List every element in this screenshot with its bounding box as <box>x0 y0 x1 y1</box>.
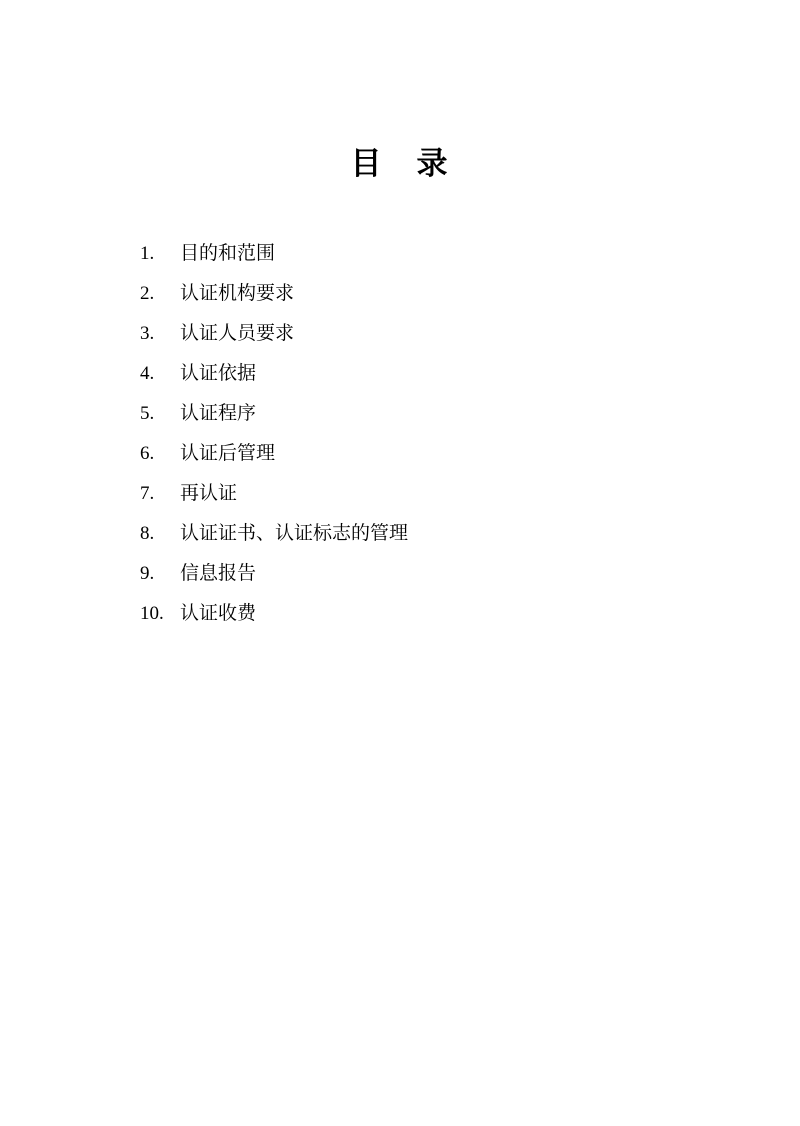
list-item[interactable] <box>140 518 700 558</box>
list-item-number: 5. <box>140 403 155 424</box>
list-item[interactable] <box>140 238 700 278</box>
list-item-number: 1. <box>140 243 155 264</box>
list-item[interactable] <box>140 318 700 358</box>
list-item-label: 认证后管理 <box>180 443 276 464</box>
list-item-number: 2. <box>140 283 155 304</box>
list-item-number: 7. <box>140 483 155 504</box>
list-item[interactable] <box>140 398 700 438</box>
list-item[interactable] <box>140 478 700 518</box>
list-item-label: 认证依据 <box>180 363 257 384</box>
table-of-contents <box>140 238 700 638</box>
list-item-number: 9. <box>140 563 155 584</box>
list-item-label: 认证机构要求 <box>180 283 295 304</box>
list-item-number: 8. <box>140 523 155 544</box>
list-item-label: 再认证 <box>180 483 238 504</box>
list-item-label: 认证证书、认证标志的管理 <box>180 523 409 544</box>
list-item-number: 10. <box>140 603 164 624</box>
page-title: 目 录 <box>350 146 450 181</box>
list-item-label: 认证收费 <box>180 603 257 624</box>
list-item[interactable] <box>140 358 700 398</box>
list-item[interactable] <box>140 278 700 318</box>
list-item-label: 信息报告 <box>180 563 257 584</box>
list-item[interactable] <box>140 598 700 638</box>
list-item[interactable] <box>140 438 700 478</box>
list-item-number: 3. <box>140 323 155 344</box>
list-item-label: 目的和范围 <box>180 243 276 264</box>
list-item[interactable] <box>140 558 700 598</box>
list-item-label: 认证程序 <box>180 403 257 424</box>
list-item-number: 4. <box>140 363 155 384</box>
list-item-number: 6. <box>140 443 155 464</box>
list-item-label: 认证人员要求 <box>180 323 295 344</box>
